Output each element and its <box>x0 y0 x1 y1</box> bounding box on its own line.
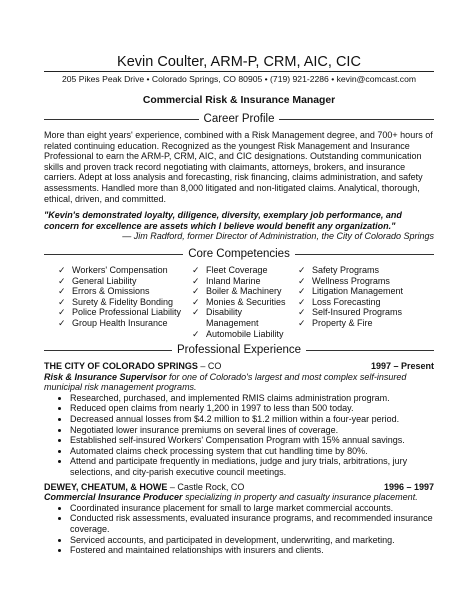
competency-item <box>192 276 296 287</box>
employer-location: – Castle Rock, CO <box>167 481 245 492</box>
checkmark-icon: ✓ <box>298 296 306 307</box>
achievement-item: • Attend and participate frequently in mediations, judge and jury trials, arbitrations, jury selections, and city-parish executive council meetings. <box>70 456 434 477</box>
competency-item <box>58 286 190 297</box>
checkmark-icon: ✓ <box>298 264 306 275</box>
employer-line <box>44 482 244 493</box>
job-description: specializing in property and casualty insurance placement. <box>182 492 418 503</box>
section-title: Professional Experience <box>177 344 302 357</box>
job-header <box>44 482 434 493</box>
achievement-item: • Negotiated lower insurance premiums on several lines of coverage. <box>70 425 434 436</box>
achievement-item: • Coordinated insurance placement for small to large market commercial accounts. <box>70 503 434 514</box>
job-achievements <box>44 503 434 556</box>
achievement-item: • Automated claims check processing system that cut handling time by 80%. <box>70 446 434 457</box>
candidate-name: Kevin Coulter, ARM-P, CRM, AIC, CIC <box>117 54 361 70</box>
achievement-item: • Serviced accounts, and participated in development, underwriting, and marketing. <box>70 535 434 546</box>
section-title: Core Competencies <box>188 247 290 260</box>
competencies-grid <box>58 265 434 339</box>
checkmark-icon: ✓ <box>58 307 66 318</box>
employer-name: THE CITY OF COLORADO SPRINGS <box>44 361 198 372</box>
job-title-line <box>44 372 434 393</box>
competency-item <box>298 286 430 297</box>
checkmark-icon: ✓ <box>192 286 200 297</box>
achievement-item: • Established self-insured Workers' Compensation Program with 15% annual savings. <box>70 435 434 446</box>
competency-item <box>192 297 296 308</box>
competency-label: Litigation Management <box>312 286 404 297</box>
competency-label: Workers' Compensation <box>72 264 168 275</box>
competency-label: Safety Programs <box>312 264 380 275</box>
checkmark-icon: ✓ <box>298 317 306 328</box>
job-description: for one of Colorado's largest and most complex self-insured municipal risk management programs. <box>44 371 407 393</box>
competency-label: Errors & Omissions <box>72 286 150 297</box>
competency-label: Self-Insured Programs <box>312 307 403 318</box>
job-dates: 1997 – Present <box>370 361 434 372</box>
achievement-item: • Reduced open claims from nearly 1,200 in 1997 to less than 500 today. <box>70 403 434 414</box>
job-role: Commercial Insurance Producer <box>44 492 183 503</box>
achievement-item: • Conducted risk assessments, evaluated insurance programs, and recommended insurance coverage. <box>70 513 434 534</box>
heading-rule-left <box>44 350 172 351</box>
competency-item <box>298 276 430 287</box>
checkmark-icon: ✓ <box>58 286 66 297</box>
competency-column <box>58 265 190 339</box>
checkmark-icon: ✓ <box>58 296 66 307</box>
competency-item <box>58 307 190 318</box>
achievement-item: • Decreased annual losses from $4.2 million to $1.2 million within a four-year period. <box>70 414 434 425</box>
career-profile-heading <box>44 113 434 126</box>
contact-line: 205 Pikes Peak Drive • Colorado Springs, CO 80905 • (719) 921-2286 • kevin@comcast.com <box>61 74 417 84</box>
checkmark-icon: ✓ <box>58 275 66 286</box>
achievement-item: • Fostered and maintained relationships with insurers and clients. <box>70 545 434 556</box>
heading-rule-right <box>295 254 434 255</box>
section-title: Career Profile <box>203 113 275 125</box>
testimonial-attribution: — Jim Radford, former Director of Administration, the City of Colorado Springs <box>122 231 434 242</box>
employer-location: – CO <box>197 361 222 372</box>
competency-label: Inland Marine <box>206 275 261 286</box>
job-achievements <box>44 393 434 478</box>
profile-summary: More than eight years' experience, combined with a Risk Management degree, and 700+ hours of related continuing education. Recognized as the youngest Risk Management and Insurance Professional to earn the ARM-P, CRM, AIC, and CIC designations. Outstanding communication skills and proven track record negotiating with claimants, attorneys, brokers, and insurance carriers. Adept at loss analysis and forecasting, risk financing, claims administration, and safety assessments. Handled more than 8,000 litigated and non-litigated claims. Analytical, thorough, ethical, driven, and committed. <box>44 130 433 204</box>
competency-label: Wellness Programs <box>312 275 390 286</box>
competency-item <box>298 318 430 329</box>
resume-headline: Commercial Risk & Insurance Manager <box>142 95 336 106</box>
job-title-line <box>44 492 434 503</box>
checkmark-icon: ✓ <box>192 296 200 307</box>
competency-item <box>192 286 296 297</box>
competency-label: Monies & Securities <box>206 296 286 307</box>
competency-item <box>58 265 190 276</box>
core-competencies-heading <box>44 248 434 261</box>
job-header <box>44 361 434 372</box>
competency-label: General Liability <box>72 275 137 286</box>
checkmark-icon: ✓ <box>298 286 306 297</box>
competency-item <box>298 265 430 276</box>
competency-item <box>298 297 430 308</box>
competency-item <box>58 276 190 287</box>
professional-experience-heading <box>44 344 434 357</box>
competency-label: Fleet Coverage <box>206 264 268 275</box>
checkmark-icon: ✓ <box>192 307 200 318</box>
competency-label: Surety & Fidelity Bonding <box>72 296 174 307</box>
checkmark-icon: ✓ <box>192 275 200 286</box>
competency-item <box>192 265 296 276</box>
heading-rule-left <box>44 254 183 255</box>
competency-item <box>58 318 190 329</box>
competency-column <box>192 265 296 339</box>
checkmark-icon: ✓ <box>298 307 306 318</box>
competency-label: Property & Fire <box>312 317 373 328</box>
competency-label: Group Health Insurance <box>72 317 168 328</box>
competency-item <box>298 307 430 318</box>
competency-label: Police Professional Liability <box>72 307 182 318</box>
competency-item <box>192 329 296 340</box>
checkmark-icon: ✓ <box>58 264 66 275</box>
heading-rule-right <box>279 119 434 120</box>
competency-item <box>192 307 296 328</box>
employer-line <box>44 361 221 372</box>
testimonial-quote: "Kevin's demonstrated loyalty, diligence, diversity, exemplary job performance, and concern for excellence are assets which I believe would benefit any organization." <box>44 210 402 231</box>
job-role: Risk & Insurance Supervisor <box>44 371 167 382</box>
competency-label: Loss Forecasting <box>312 296 381 307</box>
achievement-item: • Researched, purchased, and implemented RMIS claims administration program. <box>70 393 434 404</box>
competency-column <box>298 265 430 339</box>
heading-rule-left <box>44 119 199 120</box>
job-dates: 1996 – 1997 <box>383 481 434 492</box>
competency-item <box>58 297 190 308</box>
checkmark-icon: ✓ <box>192 264 200 275</box>
checkmark-icon: ✓ <box>192 328 200 339</box>
competency-label: Disability Management <box>206 307 259 328</box>
heading-rule-right <box>306 350 434 351</box>
employer-name: DEWEY, CHEATUM, & HOWE <box>44 481 168 492</box>
checkmark-icon: ✓ <box>58 317 66 328</box>
competency-label: Automobile Liability <box>206 328 284 339</box>
header-divider <box>44 71 434 72</box>
checkmark-icon: ✓ <box>298 275 306 286</box>
competency-label: Boiler & Machinery <box>206 286 282 297</box>
